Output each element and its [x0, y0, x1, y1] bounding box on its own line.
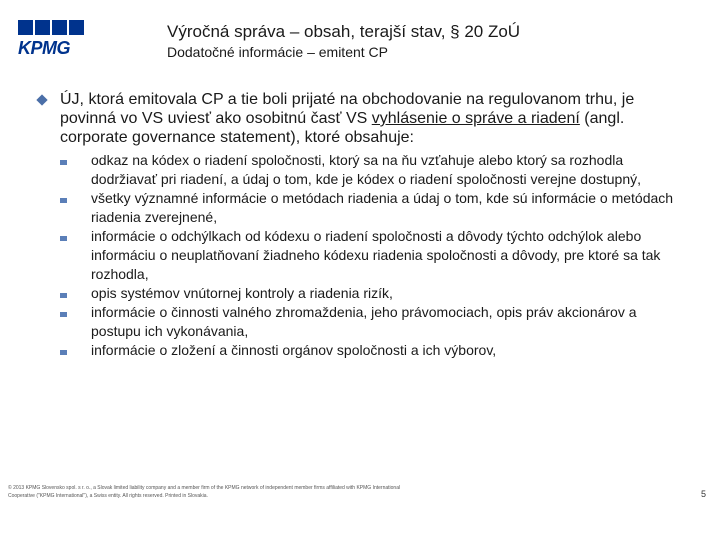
list-item: informácie o činnosti valného zhromaždenia, jeho právomociach, opis práv akcionárov a postupu ich vykonávania,: [36, 303, 686, 341]
logo-box: [18, 20, 33, 35]
list-item: informácie o zložení a činnosti orgánov spoločnosti a ich výborov,: [36, 341, 686, 360]
logo-text: KPMG: [18, 38, 70, 58]
bar-bullet-icon: [60, 198, 67, 203]
lead-text-underlined: vyhlásenie o správe a riadení: [371, 110, 580, 127]
slide-title: Výročná správa – obsah, terajší stav, § 20 ZoÚ: [167, 22, 521, 41]
bar-bullet-icon: [60, 160, 67, 165]
list-item: informácie o odchýlkach od kódexu o riadení spoločnosti a dôvody týchto odchýlok alebo informáciu o neuplatňovaní žiadneho kódexu riadenia spoločnosti a dôvody, pre ktoré sa tak rozhodla,: [36, 227, 686, 284]
lead-text-before: ÚJ, ktorá emitovala CP a tie boli prijaté na obchodovanie na regulovanom trhu, je povinná vo VS uviesť ako osobitnú časť VS: [60, 91, 635, 127]
slide-header: [0, 0, 720, 78]
slide-content: [36, 90, 686, 360]
slide-subtitle: Dodatočné informácie – emitent CP: [167, 44, 388, 60]
logo-box: [52, 20, 67, 35]
bar-bullet-icon: [60, 312, 67, 317]
diamond-bullet-icon: [36, 94, 47, 105]
logo-box: [35, 20, 50, 35]
kpmg-logo: [18, 20, 84, 58]
footer-copyright: [8, 484, 608, 500]
footer-line: Cooperative ("KPMG International"), a Swiss entity. All rights reserved. Printed in Slovakia.: [8, 493, 208, 499]
page-number: 5: [701, 489, 707, 499]
list-item: odkaz na kódex o riadení spoločnosti, ktorý sa na ňu vzťahuje alebo ktorý sa rozhodla dodržiavať pri riadení, a údaj o tom, kde je kódex o riadení spoločnosti verejne dostupný,: [36, 151, 686, 189]
bar-bullet-icon: [60, 350, 67, 355]
bar-bullet-icon: [60, 293, 67, 298]
logo-box: [69, 20, 84, 35]
footer-line: © 2013 KPMG Slovensko spol. s r. o., a Slovak limited liability company and a member firm of the KPMG network of independent member firms affiliated with KPMG International: [8, 485, 401, 491]
sub-bullet-list: [36, 151, 686, 360]
lead-text-after: (angl. corporate governance statement), ktoré obsahuje:: [60, 110, 625, 146]
list-item: opis systémov vnútornej kontroly a riadenia rizík,: [36, 284, 686, 303]
bar-bullet-icon: [60, 236, 67, 241]
lead-paragraph: [36, 90, 686, 147]
list-item: všetky významné informácie o metódach riadenia a údaj o tom, kde sú informácie o metódach riadenia zverejnené,: [36, 189, 686, 227]
